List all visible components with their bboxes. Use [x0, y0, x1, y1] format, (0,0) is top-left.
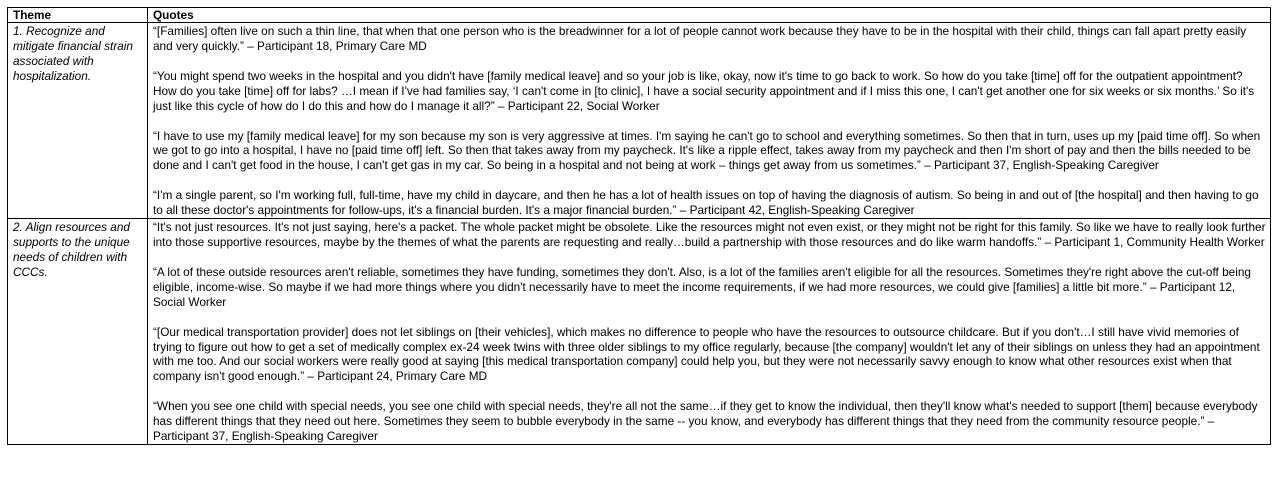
themes-quotes-table [7, 7, 1271, 445]
column-header-quotes: Quotes [148, 8, 1271, 23]
quotes-cell [148, 23, 1271, 219]
quote-paragraph: “I'm a single parent, so I'm working full, full-time, have my child in daycare, and then he has a lot of health issues on top of having the diagnosis of autism. So being in and out of [the hospital] and then having to go to all these doctor's appointments for follow-ups, it's a financial burden. It's a major financial burden.” – Participant 42, English-Speaking Caregiver [153, 188, 1259, 218]
theme-cell: 2. Align resources and supports to the unique needs of children with CCCs. [8, 219, 148, 445]
column-header-theme: Theme [8, 8, 148, 23]
table-row [8, 23, 1271, 219]
quotes-cell [148, 219, 1271, 445]
table-row [8, 219, 1271, 445]
quote-paragraph: “You might spend two weeks in the hospital and you didn't have [family medical leave] and so your job is like, okay, now it's time to go back to work. So how do you take [time] off for the outpatient appointment? How do you take [time] off for labs? …I mean if I've had families say, ‘I can't come in [to clinic], I have a social security appointment and if I miss this one, I can't get another one for six weeks or six months.’ So it's just like this cycle of how do I do this and how do I manage it all?” – Participant 22, Social Worker [153, 68, 1255, 113]
quote-paragraph: “[Families] often live on such a thin line, that when that one person who is the breadwinner for a lot of people cannot work because they have to be in the hospital with their child, things can fall apart pretty easily and very quickly.” – Participant 18, Primary Care MD [153, 24, 1247, 53]
quote-paragraph: “It's not just resources. It's not just saying, here's a packet. The whole packet might be obsolete. Like the resources might not even exist, or they might not be right for this family. So like we have to really look further into those supportive resources, maybe by the themes of what the parents are requesting and really…build a partnership with those resources and do like warm handoffs.” – Participant 1, Community Health Worker [153, 220, 1266, 249]
quote-paragraph: “I have to use my [family medical leave] for my son because my son is very aggressive at times. I'm saying he can't go to school and everything sometimes. So then that in turn, uses up my [paid time off]. So when we got to go into a hospital, I have no [paid time off] left. So then that takes away from my paycheck. It's like a ripple effect, takes away from my paycheck and then I'm short of pay and then the bills needed to be done and I can't get food in the house, I can't get gas in my car. So being in a hospital and not being at work – things get away from us sometimes.” – Participant 37, English-Speaking Caregiver [153, 128, 1261, 173]
quote-paragraph: “A lot of these outside resources aren't reliable, sometimes they have funding, sometimes they don't. Also, is a lot of the families aren't eligible for all the resources. Sometimes they're right above the cut-off being eligible, income-wise. So maybe if we had more things where you didn't necessarily have to meet the income requirements, if we had more resources, we could give [families] a little bit more.” – Participant 12, Social Worker [153, 264, 1251, 309]
quote-paragraph: “[Our medical transportation provider] does not let siblings on [their vehicles], which makes no difference to people who have the resources to outsource childcare. But if you don't…I still have vivid memories of trying to figure out how to get a set of medically complex ex-24 week twins with three older siblings to my office regularly, because [the company] wouldn't let any of their siblings on unless they had an appointment with me too. And our social workers were really good at saying [this medical transportation company] could help you, but they were not necessarily savvy enough to know what other resources exist when that company isn't good enough.” – Participant 24, Primary Care MD [153, 324, 1260, 384]
table-header-row [8, 8, 1271, 23]
theme-cell: 1. Recognize and mitigate financial strain associated with hospitalization. [8, 23, 148, 219]
quote-paragraph: “When you see one child with special needs, you see one child with special needs, they're all not the same…if they get to know the individual, then they'll know what's needed to support [them] because everybody has different things that they need out here. Sometimes they seem to bubble everybody in the same -- you know, and everybody has different things that they need from the community resource people.” – Participant 37, English-Speaking Caregiver [153, 399, 1258, 444]
